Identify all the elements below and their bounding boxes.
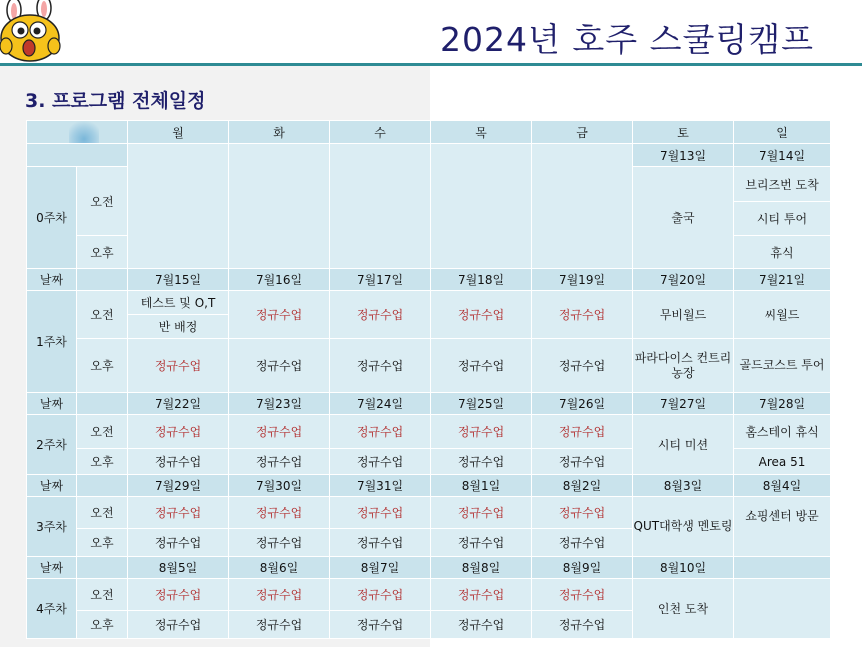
week2-mon-am: 정규수업 (128, 415, 229, 449)
week2-fri-am: 정규수업 (532, 415, 633, 449)
week1-thu-pm: 정규수업 (431, 339, 532, 393)
week1-date-sat: 7월20일 (633, 269, 734, 291)
week2-date-label: 날짜 (27, 393, 77, 415)
week2-sun-pm: Area 51 (734, 449, 831, 475)
week3-date-fri: 8월2일 (532, 475, 633, 497)
week3-fri-pm: 정규수업 (532, 529, 633, 557)
week1-sun-am: 씨월드 (734, 291, 831, 339)
week1-fri-pm: 정규수업 (532, 339, 633, 393)
day-header-tue: 화 (229, 121, 330, 144)
week4-date-wed: 8월7일 (330, 557, 431, 579)
week2-sat: 시티 미션 (633, 415, 734, 475)
week4-pm-label: 오후 (77, 611, 128, 639)
week1-date-thu: 7월18일 (431, 269, 532, 291)
week0-sun-activity-2: 시티 투어 (734, 202, 831, 236)
week1-date-wed: 7월17일 (330, 269, 431, 291)
week3-pm-label: 오후 (77, 529, 128, 557)
page-title: 2024년 호주 스쿨링캠프 (440, 20, 814, 59)
week1-date-tue: 7월16일 (229, 269, 330, 291)
week1-mon-am-line2: 반 배정 (128, 315, 229, 339)
week4-date-mon: 8월5일 (128, 557, 229, 579)
week0-tue-cell (229, 144, 330, 269)
week0-wed-cell (330, 144, 431, 269)
week2-date-thu: 7월25일 (431, 393, 532, 415)
week2-mon-pm: 정규수업 (128, 449, 229, 475)
week1-fri-am: 정규수업 (532, 291, 633, 339)
week1-date-sun: 7월21일 (734, 269, 831, 291)
week4-sat: 인천 도착 (633, 579, 734, 639)
week0-date-sat: 7월13일 (633, 144, 734, 167)
week0-label: 0주차 (27, 167, 77, 269)
week1-wed-am: 정규수업 (330, 291, 431, 339)
week3-date-sun: 8월4일 (734, 475, 831, 497)
day-header-wed: 수 (330, 121, 431, 144)
week2-date-sun: 7월28일 (734, 393, 831, 415)
week0-date-sun: 7월14일 (734, 144, 831, 167)
day-header-fri: 금 (532, 121, 633, 144)
table-corner-cell (27, 121, 128, 144)
week4-label: 4주차 (27, 579, 77, 639)
section-title: 3. 프로그램 전체일정 (25, 90, 206, 112)
week3-fri-am: 정규수업 (532, 497, 633, 529)
week2-am-label: 오전 (77, 415, 128, 449)
week3-date-spacer (77, 475, 128, 497)
week1-tue-pm: 정규수업 (229, 339, 330, 393)
week1-thu-am: 정규수업 (431, 291, 532, 339)
week4-thu-pm: 정규수업 (431, 611, 532, 639)
week4-wed-pm: 정규수업 (330, 611, 431, 639)
week3-mon-pm: 정규수업 (128, 529, 229, 557)
week4-date-label: 날짜 (27, 557, 77, 579)
week0-sat-activity: 출국 (633, 167, 734, 269)
week3-wed-am: 정규수업 (330, 497, 431, 529)
week3-date-sat: 8월3일 (633, 475, 734, 497)
week1-wed-pm: 정규수업 (330, 339, 431, 393)
week4-date-tue: 8월6일 (229, 557, 330, 579)
week2-date-wed: 7월24일 (330, 393, 431, 415)
week0-sun-activity-1: 브리즈번 도착 (734, 167, 831, 202)
week1-sat-pm: 파라다이스 컨트리 농장 (633, 339, 734, 393)
week2-date-sat: 7월27일 (633, 393, 734, 415)
week2-wed-pm: 정규수업 (330, 449, 431, 475)
week3-date-label: 날짜 (27, 475, 77, 497)
week1-mon-pm: 정규수업 (128, 339, 229, 393)
week4-date-spacer (77, 557, 128, 579)
week3-wed-pm: 정규수업 (330, 529, 431, 557)
week3-sat: QUT대학생 멘토링 (633, 497, 734, 557)
week3-thu-am: 정규수업 (431, 497, 532, 529)
week2-tue-am: 정규수업 (229, 415, 330, 449)
week3-sun: 쇼핑센터 방문 (734, 497, 831, 557)
week1-pm-label: 오후 (77, 339, 128, 393)
blurred-mark (69, 121, 99, 144)
week0-fri-cell (532, 144, 633, 269)
week4-sun (734, 579, 831, 639)
week1-label: 1주차 (27, 291, 77, 393)
day-header-mon: 월 (128, 121, 229, 144)
week0-date-label (27, 144, 128, 167)
week3-date-mon: 7월29일 (128, 475, 229, 497)
week2-date-tue: 7월23일 (229, 393, 330, 415)
week4-mon-pm: 정규수업 (128, 611, 229, 639)
week2-label: 2주차 (27, 415, 77, 475)
week3-tue-pm: 정규수업 (229, 529, 330, 557)
week3-am-label: 오전 (77, 497, 128, 529)
week0-am-label: 오전 (77, 167, 128, 236)
week0-thu-cell (431, 144, 532, 269)
week2-date-mon: 7월22일 (128, 393, 229, 415)
header-divider-line (0, 63, 862, 66)
week4-tue-pm: 정규수업 (229, 611, 330, 639)
week2-wed-am: 정규수업 (330, 415, 431, 449)
week4-tue-am: 정규수업 (229, 579, 330, 611)
week1-date-label: 날짜 (27, 269, 77, 291)
week4-date-sun (734, 557, 831, 579)
week3-date-tue: 7월30일 (229, 475, 330, 497)
week3-tue-am: 정규수업 (229, 497, 330, 529)
week1-date-mon: 7월15일 (128, 269, 229, 291)
week4-mon-am: 정규수업 (128, 579, 229, 611)
day-header-thu: 목 (431, 121, 532, 144)
week2-date-spacer (77, 393, 128, 415)
week4-date-fri: 8월9일 (532, 557, 633, 579)
day-header-sun: 일 (734, 121, 831, 144)
week1-sun-pm: 골드코스트 투어 (734, 339, 831, 393)
week2-tue-pm: 정규수업 (229, 449, 330, 475)
week3-mon-am: 정규수업 (128, 497, 229, 529)
week0-mon-cell (128, 144, 229, 269)
week1-mon-am-line1: 테스트 및 O,T (128, 291, 229, 315)
week4-date-sat: 8월10일 (633, 557, 734, 579)
week2-sun-am: 홈스테이 휴식 (734, 415, 831, 449)
week4-fri-am: 정규수업 (532, 579, 633, 611)
week4-fri-pm: 정규수업 (532, 611, 633, 639)
week0-pm-label: 오후 (77, 236, 128, 269)
week3-date-wed: 7월31일 (330, 475, 431, 497)
week2-thu-pm: 정규수업 (431, 449, 532, 475)
week4-wed-am: 정규수업 (330, 579, 431, 611)
week4-date-thu: 8월8일 (431, 557, 532, 579)
week2-thu-am: 정규수업 (431, 415, 532, 449)
cartoon-face-logo-icon (0, 0, 64, 62)
week3-label: 3주차 (27, 497, 77, 557)
week4-thu-am: 정규수업 (431, 579, 532, 611)
day-header-sat: 토 (633, 121, 734, 144)
week0-sun-activity-3: 휴식 (734, 236, 831, 269)
week3-thu-pm: 정규수업 (431, 529, 532, 557)
week2-fri-pm: 정규수업 (532, 449, 633, 475)
week1-sat-am: 무비월드 (633, 291, 734, 339)
week1-am-label: 오전 (77, 291, 128, 339)
schedule-table (26, 120, 831, 639)
week3-date-thu: 8월1일 (431, 475, 532, 497)
week1-date-fri: 7월19일 (532, 269, 633, 291)
week4-am-label: 오전 (77, 579, 128, 611)
week1-tue-am: 정규수업 (229, 291, 330, 339)
week1-date-spacer (77, 269, 128, 291)
week2-date-fri: 7월26일 (532, 393, 633, 415)
week2-pm-label: 오후 (77, 449, 128, 475)
